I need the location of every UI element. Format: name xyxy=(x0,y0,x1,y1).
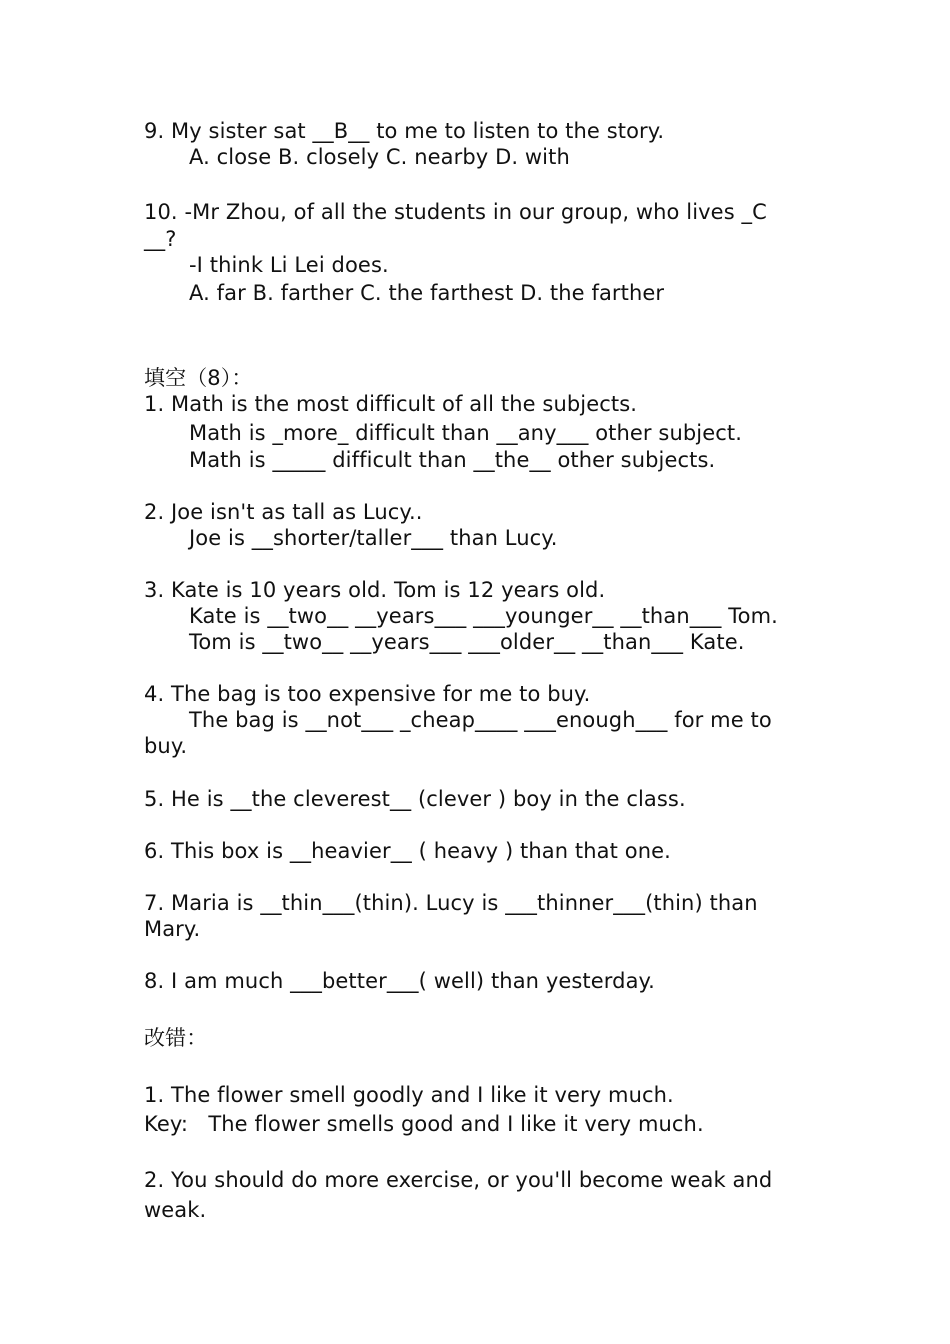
fill-q5: 5. He is __the cleverest__ (clever ) boy in the class. xyxy=(144,787,686,811)
fill-q7: 7. Maria is __thin___(thin). Lucy is ___thinner___(thin) than xyxy=(144,891,758,915)
fill-q1-answer1: Math is _more_ difficult than __any___ other subject. xyxy=(189,421,743,445)
fill-q3: 3. Kate is 10 years old. Tom is 12 years old. xyxy=(144,578,606,602)
fill-q8: 8. I am much ___better___( well) than yesterday. xyxy=(144,969,655,993)
q10-reply: -I think Li Lei does. xyxy=(189,253,389,277)
correction-q1: 1. The flower smell goodly and I like it very much. xyxy=(144,1083,674,1107)
fill-q2: 2. Joe isn't as tall as Lucy.. xyxy=(144,500,423,524)
correction-q2-line1: 2. You should do more exercise, or you'll become weak and xyxy=(144,1168,773,1192)
q10-stem-line2: __? xyxy=(144,227,177,251)
fill-q2-answer1: Joe is __shorter/taller___ than Lucy. xyxy=(189,526,558,550)
fill-q4-answer1-cont: buy. xyxy=(144,734,188,758)
fill-q1: 1. Math is the most difficult of all the subjects. xyxy=(144,392,638,416)
correction-heading: 改错： xyxy=(144,1026,208,1050)
fill-q7-cont: Mary. xyxy=(144,917,201,941)
q10-stem-line1: 10. -Mr Zhou, of all the students in our group, who lives _C xyxy=(144,200,767,224)
correction-q2-line2: weak. xyxy=(144,1198,207,1222)
fill-q4-answer1: The bag is __not___ _cheap____ ___enough___ for me to xyxy=(189,708,772,732)
q9-options: A. close B. closely C. nearby D. with xyxy=(189,145,570,169)
q10-options: A. far B. farther C. the farthest D. the farther xyxy=(189,281,665,305)
fill-q3-answer1: Kate is __two__ __years___ ___younger__ __than___ Tom. xyxy=(189,604,778,628)
fill-heading: 填空（8）： xyxy=(144,366,253,390)
fill-q1-answer2: Math is _____ difficult than __the__ other subjects. xyxy=(189,448,716,472)
q9-stem: 9. My sister sat __B__ to me to listen to the story. xyxy=(144,119,665,143)
fill-q6: 6. This box is __heavier__ ( heavy ) than that one. xyxy=(144,839,671,863)
fill-q4: 4. The bag is too expensive for me to buy. xyxy=(144,682,591,706)
fill-q3-answer2: Tom is __two__ __years___ ___older__ __than___ Kate. xyxy=(189,630,745,654)
correction-q1-key: Key: The flower smells good and I like it very much. xyxy=(144,1112,704,1136)
